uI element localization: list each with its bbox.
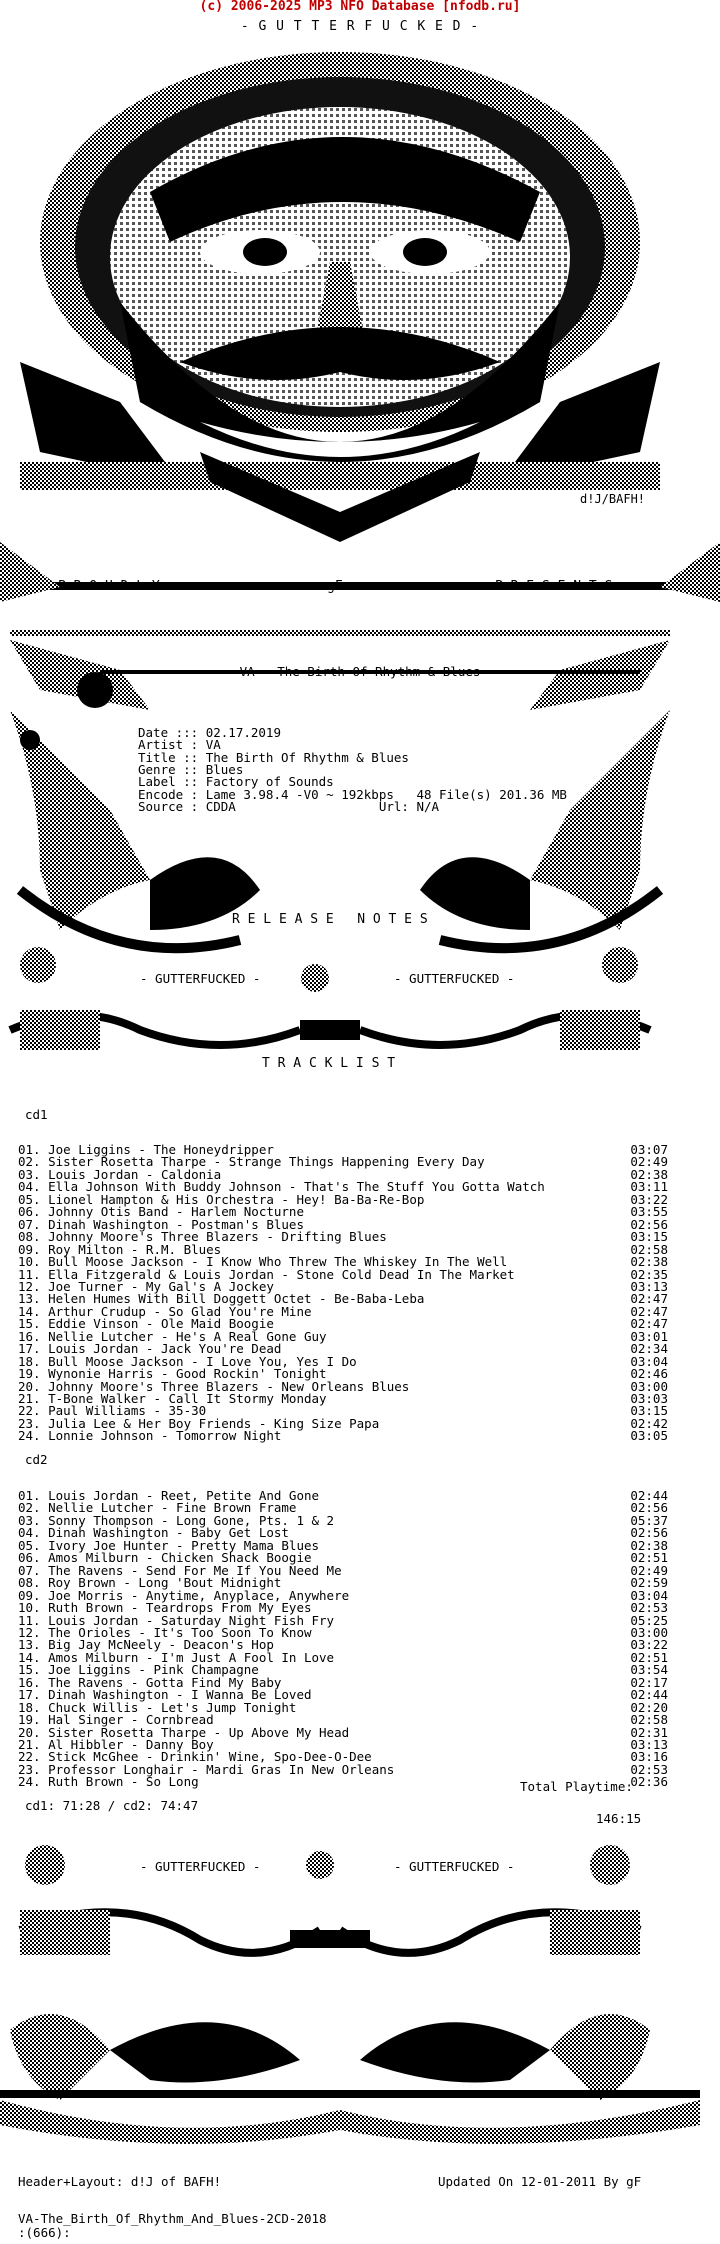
group-title: - G U T T E R F U C K E D -: [240, 19, 480, 34]
track-title: 22. Stick McGhee - Drinkin' Wine, Spo-Dee-O-Dee: [18, 1749, 372, 1765]
track-duration: 03:00: [630, 1624, 668, 1640]
track-duration: 02:51: [630, 1550, 668, 1566]
track-duration: 02:51: [630, 1649, 668, 1665]
track-title: 22. Paul Williams - 35-30: [18, 1403, 207, 1419]
track-duration: 02:47: [630, 1316, 668, 1332]
track-duration: 02:47: [630, 1303, 668, 1319]
track-title: 04. Ella Johnson With Buddy Johnson - That's The Stuff You Gotta Watch: [18, 1179, 545, 1195]
track-title: 09. Joe Morris - Anytime, Anyplace, Anywhere: [18, 1587, 350, 1603]
track-duration: 03:07: [630, 1142, 668, 1157]
track-duration: 02:35: [630, 1266, 668, 1282]
track-duration: 02:56: [630, 1525, 668, 1541]
track-title: 11. Louis Jordan - Saturday Night Fish Fry: [18, 1612, 335, 1628]
track-title: 23. Julia Lee & Her Boy Friends - King Size Papa: [18, 1415, 380, 1431]
gf-label: gF: [327, 579, 343, 594]
track-duration: 03:22: [630, 1637, 668, 1653]
release-info-line: Genre :: Blues: [138, 761, 244, 777]
track-title: 18. Bull Moose Jackson - I Love You, Yes I Do: [18, 1353, 357, 1369]
track-title: 16. Nellie Lutcher - He's A Real Gone Guy: [18, 1328, 327, 1344]
track-title: 01. Louis Jordan - Reet, Petite And Gone: [18, 1488, 320, 1503]
release-info-line: Encode : Lame 3.98.4 -V0 ~ 192kbps 48 File(s) 201.36 MB: [138, 786, 567, 802]
track-duration: 03:13: [630, 1737, 668, 1752]
footer-layout-credit: Header+Layout: d!J of BAFH!: [18, 2174, 222, 2189]
track-title: 04. Dinah Washington - Baby Get Lost: [18, 1525, 289, 1541]
face-ascii-art: [0, 42, 720, 632]
release-info-line: Label :: Factory of Sounds: [138, 774, 334, 790]
track-duration: 05:37: [630, 1512, 668, 1528]
release-title: VA - The Birth Of Rhythm & Blues: [239, 664, 481, 679]
track-duration: 02:20: [630, 1699, 668, 1715]
track-duration: 02:58: [630, 1712, 668, 1728]
track-duration: 05:25: [630, 1612, 668, 1628]
tracklist-heading: T R A C K L I S T: [262, 1056, 396, 1071]
track-title: 15. Eddie Vinson - Ole Maid Boogie: [18, 1316, 274, 1332]
track-duration: 03:00: [630, 1378, 668, 1394]
track-duration: 02:56: [630, 1216, 668, 1232]
track-title: 03. Sonny Thompson - Long Gone, Pts. 1 & 2: [18, 1512, 335, 1528]
track-title: 08. Johnny Moore's Three Blazers - Drifting Blues: [18, 1229, 387, 1245]
track-duration: 02:38: [630, 1254, 668, 1270]
track-duration: 02:44: [630, 1488, 668, 1503]
track-title: 09. Roy Milton - R.M. Blues: [18, 1241, 222, 1257]
track-duration: 03:16: [630, 1749, 668, 1765]
release-info-line: Title :: The Birth Of Rhythm & Blues: [138, 749, 409, 765]
banner-right-text: - GUTTERFUCKED -: [394, 971, 515, 986]
track-duration: 03:15: [630, 1229, 668, 1245]
track-duration: 02:53: [630, 1761, 668, 1777]
cd-totals: cd1: 71:28 / cd2: 74:47: [25, 1798, 199, 1813]
release-info-line: Artist : VA: [138, 737, 221, 753]
track-title: 21. T-Bone Walker - Call It Stormy Monday: [18, 1391, 327, 1406]
total-time: 146:15: [596, 1811, 642, 1826]
track-title: 19. Wynonie Harris - Good Rockin' Tonight: [18, 1366, 327, 1382]
track-title: 12. The Orioles - It's Too Soon To Know: [18, 1624, 312, 1640]
track-duration: 03:04: [630, 1353, 668, 1369]
track-title: 20. Johnny Moore's Three Blazers - New Orleans Blues: [18, 1378, 410, 1394]
release-info-line: Date ::: 02.17.2019: [138, 725, 281, 740]
track-title: 05. Lionel Hampton & His Orchestra - Hey! Ba-Ba-Re-Bop: [18, 1191, 425, 1207]
release-filename: VA-The_Birth_Of_Rhythm_And_Blues-2CD-2018: [18, 2211, 327, 2226]
track-title: 21. Al Hibbler - Danny Boy: [18, 1737, 214, 1752]
track-duration: 02:42: [630, 1415, 668, 1431]
track-title: 06. Amos Milburn - Chicken Shack Boogie: [18, 1550, 312, 1566]
track-duration: 02:59: [630, 1575, 668, 1591]
track-duration: 03:03: [630, 1391, 668, 1406]
track-duration: 02:46: [630, 1366, 668, 1382]
track-title: 24. Ruth Brown - So Long: [18, 1774, 199, 1790]
track-duration: 03:11: [630, 1179, 668, 1195]
track-duration: 02:38: [630, 1537, 668, 1553]
track-row: [18, 1430, 668, 1442]
track-duration: 02:17: [630, 1674, 668, 1690]
track-duration: 02:36: [630, 1774, 668, 1790]
banner-right-text-2: - GUTTERFUCKED -: [394, 1859, 515, 1874]
track-title: 14. Arthur Crudup - So Glad You're Mine: [18, 1303, 312, 1319]
banner-left-text-2: - GUTTERFUCKED -: [140, 1859, 261, 1874]
track-title: 15. Joe Liggins - Pink Champagne: [18, 1662, 259, 1678]
track-title: 08. Roy Brown - Long 'Bout Midnight: [18, 1575, 282, 1591]
footer-smiley: :(666):: [18, 2225, 71, 2240]
track-title: 17. Louis Jordan - Jack You're Dead: [18, 1341, 282, 1357]
track-duration: 02:49: [630, 1562, 668, 1578]
track-title: 17. Dinah Washington - I Wanna Be Loved: [18, 1687, 312, 1703]
track-title: 05. Ivory Joe Hunter - Pretty Mama Blues: [18, 1537, 320, 1553]
track-duration: 03:22: [630, 1191, 668, 1207]
track-title: 12. Joe Turner - My Gal's A Jockey: [18, 1278, 274, 1294]
track-duration: 02:49: [630, 1154, 668, 1170]
track-title: 10. Ruth Brown - Teardrops From My Eyes: [18, 1600, 312, 1616]
track-duration: 03:13: [630, 1278, 668, 1294]
banner-left-text: - GUTTERFUCKED -: [140, 971, 261, 986]
release-info-line: Source : CDDA Url: N/A: [138, 798, 440, 814]
track-duration: 02:58: [630, 1241, 668, 1257]
track-title: 11. Ella Fitzgerald & Louis Jordan - Stone Cold Dead In The Market: [18, 1266, 515, 1282]
track-title: 20. Sister Rosetta Tharpe - Up Above My Head: [18, 1724, 350, 1740]
track-duration: 02:44: [630, 1687, 668, 1703]
track-title: 23. Professor Longhair - Mardi Gras In New Orleans: [18, 1761, 395, 1777]
track-duration: 02:34: [630, 1341, 668, 1357]
track-title: 14. Amos Milburn - I'm Just A Fool In Love: [18, 1649, 335, 1665]
release-notes-heading: R E L E A S E N O T E S: [232, 912, 428, 927]
banner-ornament-top: [0, 940, 720, 1070]
track-title: 01. Joe Liggins - The Honeydripper: [18, 1142, 274, 1157]
track-duration: 02:38: [630, 1166, 668, 1182]
total-playtime-label: Total Playtime:: [520, 1779, 633, 1794]
track-duration: 03:54: [630, 1662, 668, 1678]
track-title: 13. Helen Humes With Bill Doggett Octet - Be-Baba-Leba: [18, 1291, 425, 1307]
footer-ornament: [0, 1830, 720, 2160]
track-title: 13. Big Jay McNeely - Deacon's Hop: [18, 1637, 274, 1653]
art-signature: d!J/BAFH!: [580, 492, 646, 506]
footer-updated: Updated On 12-01-2011 By gF: [438, 2174, 642, 2189]
track-duration: 03:55: [630, 1204, 668, 1220]
track-duration: 02:31: [630, 1724, 668, 1740]
track-duration: 03:15: [630, 1403, 668, 1419]
cd1-label: cd1: [25, 1107, 48, 1122]
track-title: 07. The Ravens - Send For Me If You Need Me: [18, 1562, 342, 1578]
proudly-label: P R O U D L Y: [58, 579, 160, 594]
track-title: 03. Louis Jordan - Caldonia: [18, 1166, 222, 1182]
track-title: 18. Chuck Willis - Let's Jump Tonight: [18, 1699, 297, 1715]
track-duration: 02:47: [630, 1291, 668, 1307]
track-title: 19. Hal Singer - Cornbread: [18, 1712, 214, 1728]
track-duration: 03:01: [630, 1328, 668, 1344]
track-title: 02. Sister Rosetta Tharpe - Strange Things Happening Every Day: [18, 1154, 485, 1170]
track-duration: 02:53: [630, 1600, 668, 1616]
track-title: 10. Bull Moose Jackson - I Know Who Threw The Whiskey In The Well: [18, 1254, 508, 1270]
track-title: 24. Lonnie Johnson - Tomorrow Night: [18, 1428, 282, 1444]
cd2-label: cd2: [25, 1452, 48, 1467]
track-duration: 03:04: [630, 1587, 668, 1603]
track-title: 07. Dinah Washington - Postman's Blues: [18, 1216, 304, 1232]
track-title: 16. The Ravens - Gotta Find My Baby: [18, 1674, 282, 1690]
track-title: 06. Johnny Otis Band - Harlem Nocturne: [18, 1204, 304, 1220]
track-title: 02. Nellie Lutcher - Fine Brown Frame: [18, 1500, 297, 1516]
nfodb-credit: (c) 2006-2025 MP3 NFO Database [nfodb.ru]: [199, 0, 521, 14]
track-duration: 02:56: [630, 1500, 668, 1516]
track-duration: 03:05: [630, 1428, 668, 1444]
presents-label: P R E S E N T S: [495, 579, 613, 594]
